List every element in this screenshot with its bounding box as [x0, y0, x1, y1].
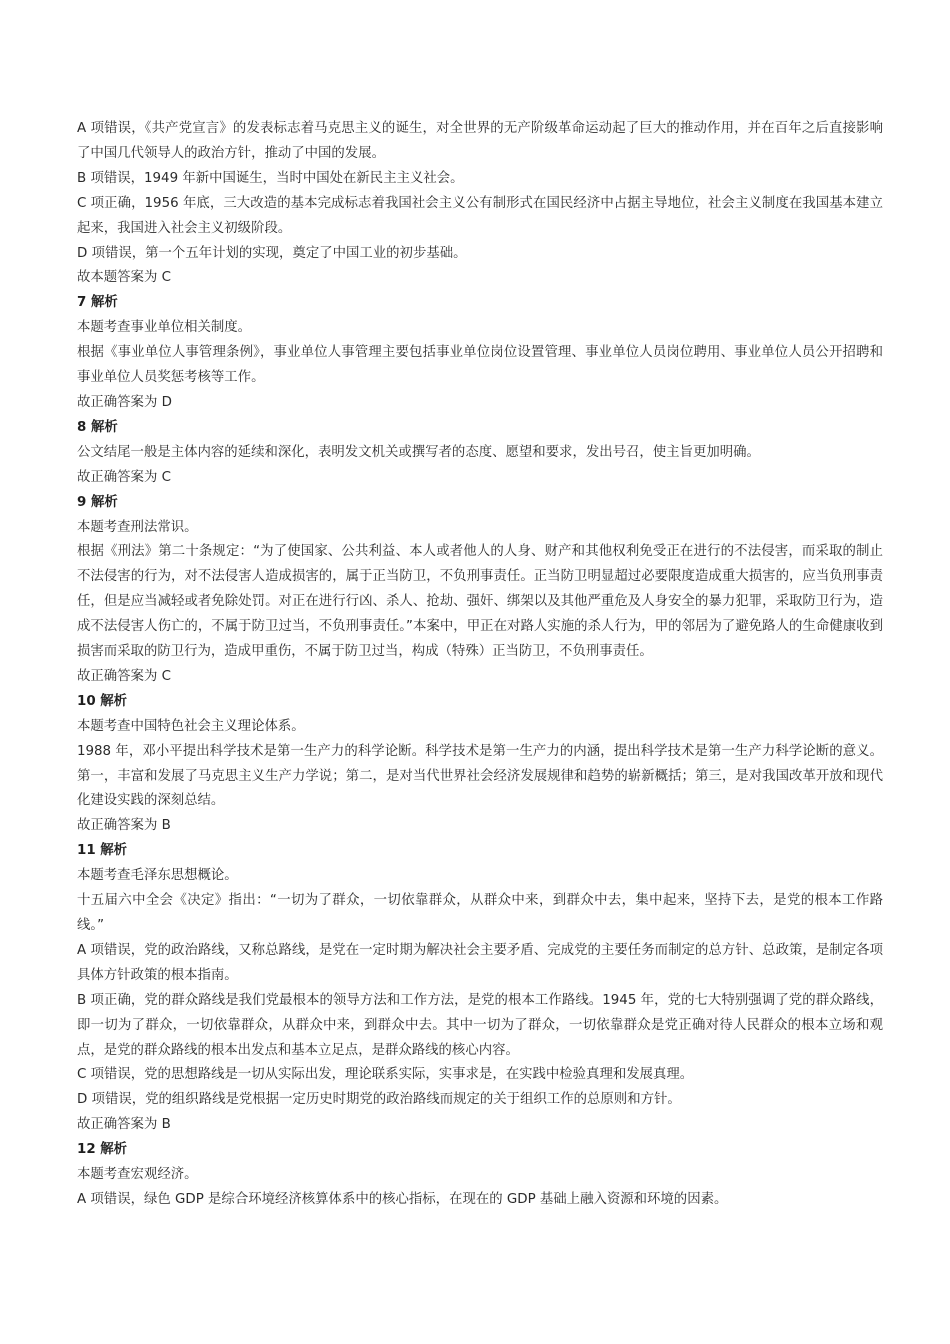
answer-line: 故正确答案为 B [77, 1117, 171, 1133]
paragraph: 公文结尾一般是主体内容的延续和深化，表明发文机关或撰写者的态度、愿望和要求，发出号召，使主旨更加明确。 [77, 444, 760, 460]
paragraph: D 项错误，党的组织路线是党根据一定历史时期党的政治路线而规定的关于组织工作的总原则和方针。 [77, 1092, 681, 1108]
paragraph: 本题考查毛泽东思想概论。 [77, 868, 238, 884]
section-heading: 8 解析 [77, 419, 118, 435]
paragraph: 十五届六中全会《决定》指出：“一切为了群众，一切依靠群众，从群众中来，到群众中去，集中起来，坚持下去，是党的根本工作路线。” [77, 893, 883, 933]
paragraph: A 项错误，《共产党宣言》的发表标志着马克思主义的诞生，对全世界的无产阶级革命运动起了巨大的推动作用，并在百年之后直接影响了中国几代领导人的政治方针，推动了中国的发展。 [77, 121, 883, 161]
answer-line: 故正确答案为 C [77, 469, 171, 485]
paragraph: C 项正确，1956 年底，三大改造的基本完成标志着我国社会主义公有制形式在国民经济中占据主导地位，社会主义制度在我国基本建立起来，我国进入社会主义初级阶段。 [77, 195, 883, 236]
paragraph: D 项错误，第一个五年计划的实现，奠定了中国工业的初步基础。 [77, 245, 467, 261]
paragraph: 1988 年，邓小平提出科学技术是第一生产力的科学论断。科学技术是第一生产力的内涵，提出科学技术是第一生产力科学论断的意义。第一，丰富和发展了马克思主义生产力学说；第二，是对当代世界社会经济发展规律和趋势的崭新概括；第三，是对我国改革开放和现代化建设实践的深刻总结。 [77, 743, 883, 809]
paragraph: 根据《事业单位人事管理条例》，事业单位人事管理主要包括事业单位岗位设置管理、事业单位人员岗位聘用、事业单位人员公开招聘和事业单位人员奖惩考核等工作。 [77, 345, 883, 386]
paragraph: 本题考查中国特色社会主义理论体系。 [77, 718, 305, 734]
section-heading: 11 解析 [77, 843, 128, 859]
answer-line: 故正确答案为 B [77, 818, 171, 834]
document-page [77, 117, 883, 1213]
section-heading: 12 解析 [77, 1142, 128, 1158]
paragraph: B 项错误，1949 年新中国诞生，当时中国处在新民主主义社会。 [77, 170, 464, 186]
paragraph: A 项错误，党的政治路线，又称总路线，是党在一定时期为解决社会主要矛盾、完成党的主要任务而制定的总方针、总政策，是制定各项具体方针政策的根本指南。 [77, 942, 883, 983]
paragraph: A 项错误，绿色 GDP 是综合环境经济核算体系中的核心指标，在现在的 GDP 基础上融入资源和环境的因素。 [77, 1191, 728, 1207]
paragraph: B 项正确，党的群众路线是我们党最根本的领导方法和工作方法，是党的根本工作路线。1945 年，党的七大特别强调了党的群众路线，即一切为了群众，一切依靠群众，从群众中来，到群众中去。其中一切为了群众，一切依靠群众是党正确对待人民群众的根本立场和观点，是党的群众路线的根本出发点和基本立足点，是群众路线的核心内容。 [77, 992, 883, 1058]
paragraph: 本题考查事业单位相关制度。 [77, 320, 252, 336]
paragraph: C 项错误，党的思想路线是一切从实际出发，理论联系实际，实事求是，在实践中检验真理和发展真理。 [77, 1067, 694, 1083]
answer-line: 故本题答案为 C [77, 270, 171, 286]
answer-line: 故正确答案为 C [77, 668, 171, 684]
section-heading: 9 解析 [77, 494, 118, 510]
paragraph: 根据《刑法》第二十条规定：“为了使国家、公共利益、本人或者他人的人身、财产和其他权利免受正在进行的不法侵害，而采取的制止不法侵害的行为，对不法侵害人造成损害的，属于正当防卫，不负刑事责任。正当防卫明显超过必要限度造成重大损害的，应当负刑事责任，但是应当减轻或者免除处罚。对正在进行行凶、杀人、抢劫、强奸、绑架以及其他严重危及人身安全的暴力犯罪，采取防卫行为，造成不法侵害人伤亡的，不属于防卫过当，不负刑事责任。”本案中，甲正在对路人实施的杀人行为，甲的邻居为了避免路人的生命健康收到损害而采取的防卫行为，造成甲重伤，不属于防卫过当，构成（特殊）正当防卫，不负刑事责任。 [77, 544, 883, 660]
section-heading: 7 解析 [77, 295, 118, 311]
section-heading: 10 解析 [77, 693, 128, 709]
paragraph: 本题考查刑法常识。 [77, 519, 198, 535]
answer-line: 故正确答案为 D [77, 394, 172, 410]
paragraph: 本题考查宏观经济。 [77, 1167, 198, 1183]
